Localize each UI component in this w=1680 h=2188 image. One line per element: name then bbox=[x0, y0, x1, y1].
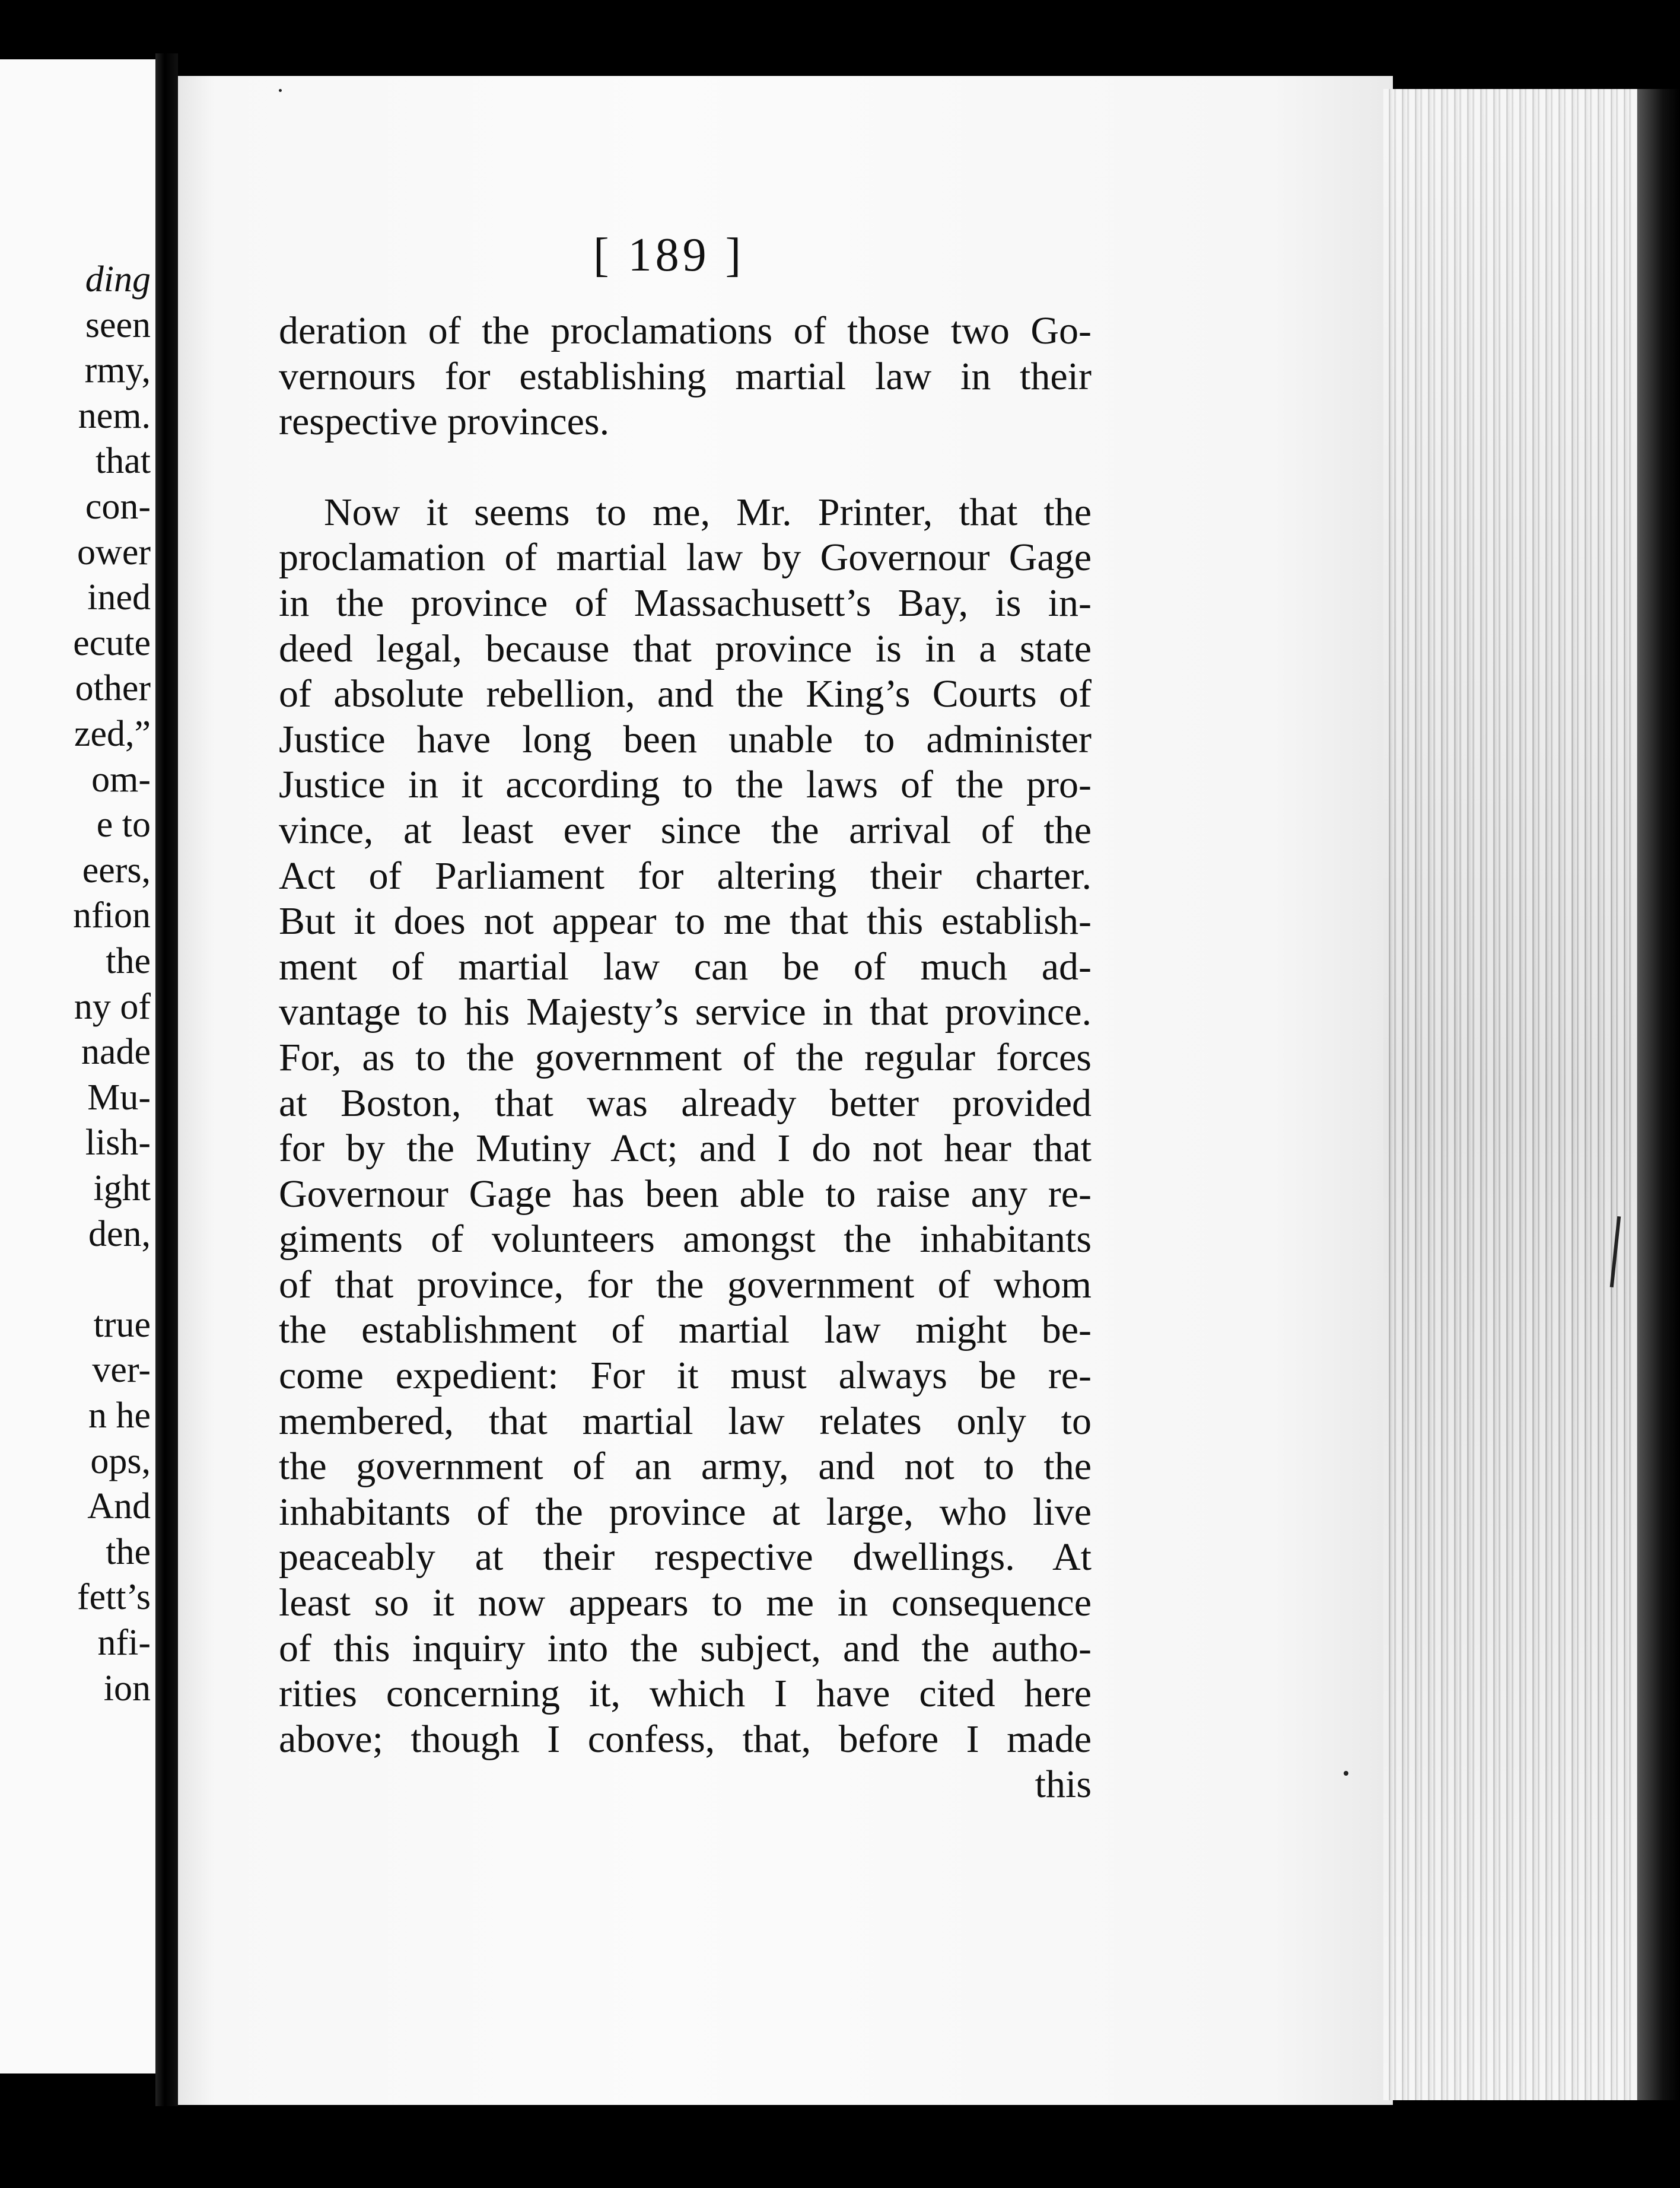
text-line: rities concerning it, which I have cited here bbox=[279, 1672, 1092, 1716]
left-page-line: eers, bbox=[82, 850, 151, 891]
left-page-line: nade bbox=[81, 1032, 151, 1073]
left-page-line: ops, bbox=[90, 1440, 151, 1481]
ink-speck bbox=[279, 89, 282, 92]
text-line: of absolute rebellion, and the King’s Courts of bbox=[279, 672, 1092, 716]
left-page-line: nfion bbox=[73, 895, 151, 936]
text-line: peaceably at their respective dwellings. At bbox=[279, 1535, 1092, 1579]
left-page-line: ower bbox=[77, 532, 151, 573]
left-page-line: nfi- bbox=[97, 1623, 151, 1663]
left-page-line: the bbox=[106, 1531, 151, 1572]
left-page-line: n he bbox=[88, 1395, 151, 1436]
left-page-line: that bbox=[96, 441, 151, 482]
page-number: [ 189 ] bbox=[593, 229, 745, 281]
text-line: Act of Parliament for altering their charter. bbox=[279, 854, 1092, 898]
text-line: respective provinces. bbox=[279, 400, 610, 444]
text-line: ment of martial law can be of much ad- bbox=[279, 944, 1092, 988]
left-facing-page bbox=[0, 59, 155, 2073]
left-page-line: zed,” bbox=[74, 714, 151, 754]
text-line: inhabitants of the province at large, who live bbox=[279, 1490, 1092, 1534]
left-page-line: the bbox=[106, 941, 151, 981]
text-line: Justice in it according to the laws of the pro- bbox=[279, 763, 1092, 807]
catchword: this bbox=[1035, 1763, 1092, 1807]
left-page-line: true bbox=[93, 1304, 151, 1345]
text-line: Now it seems to me, Mr. Printer, that the bbox=[324, 490, 1092, 534]
text-line: of this inquiry into the subject, and the autho- bbox=[279, 1626, 1092, 1670]
left-page-line: fett’s bbox=[77, 1577, 151, 1618]
text-line: vantage to his Majesty’s service in that province. bbox=[279, 990, 1092, 1034]
text-line: of that province, for the government of whom bbox=[279, 1262, 1092, 1306]
text-line: vernours for establishing martial law in their bbox=[279, 354, 1092, 398]
left-page-line: e to bbox=[96, 804, 151, 845]
left-page-line: And bbox=[87, 1486, 151, 1527]
text-line: For, as to the government of the regular forces bbox=[279, 1035, 1092, 1079]
left-page-line: rmy, bbox=[84, 350, 151, 391]
left-page-line: ver- bbox=[92, 1350, 151, 1391]
paragraph-gap bbox=[279, 445, 1092, 490]
body-text bbox=[279, 309, 1092, 1808]
text-line: for by the Mutiny Act; and I do not hear that bbox=[279, 1127, 1092, 1171]
left-page-line: Mu- bbox=[87, 1077, 151, 1118]
text-line: in the province of Massachusett’s Bay, is in- bbox=[279, 581, 1092, 625]
text-line: giments of volunteers amongst the inhabitants bbox=[279, 1217, 1092, 1261]
text-line: least so it now appears to me in consequence bbox=[279, 1581, 1092, 1625]
left-page-line: other bbox=[75, 668, 151, 709]
text-line: Governour Gage has been able to raise any re- bbox=[279, 1172, 1092, 1216]
book-gutter bbox=[155, 53, 178, 2106]
text-line: the establishment of martial law might be- bbox=[279, 1308, 1092, 1352]
text-line: Justice have long been unable to administer bbox=[279, 717, 1092, 761]
text-line: But it does not appear to me that this establish- bbox=[279, 899, 1092, 943]
left-page-line: den, bbox=[88, 1213, 151, 1254]
left-page-line: ined bbox=[87, 577, 151, 618]
left-page-line: con- bbox=[85, 486, 151, 527]
text-line: deed legal, because that province is in a state bbox=[279, 626, 1092, 670]
left-page-line: om- bbox=[91, 759, 151, 800]
text-line: vince, at least ever since the arrival of the bbox=[279, 808, 1092, 852]
left-page-line: seen bbox=[85, 304, 151, 345]
left-page-line: ecute bbox=[73, 622, 151, 663]
left-page-line: nem. bbox=[78, 395, 151, 436]
left-page-line: ion bbox=[103, 1668, 151, 1709]
ink-speck bbox=[1344, 1771, 1348, 1776]
text-line: proclamation of martial law by Governour Gage bbox=[279, 536, 1092, 580]
text-line: come expedient: For it must always be re- bbox=[279, 1354, 1092, 1398]
text-line: deration of the proclamations of those two Go- bbox=[279, 309, 1092, 352]
left-page-line: lish- bbox=[85, 1122, 151, 1163]
text-line: the government of an army, and not to the bbox=[279, 1445, 1092, 1489]
text-line: above; though I confess, that, before I made bbox=[279, 1717, 1092, 1761]
left-page-line: ding bbox=[85, 259, 151, 300]
text-line: at Boston, that was already better provided bbox=[279, 1081, 1092, 1125]
page-edges bbox=[1383, 89, 1638, 2100]
text-line: membered, that martial law relates only to bbox=[279, 1399, 1092, 1443]
left-page-line: ny of bbox=[74, 986, 151, 1027]
left-page-line: ight bbox=[93, 1168, 151, 1209]
book-edge-shadow bbox=[1637, 89, 1680, 2100]
